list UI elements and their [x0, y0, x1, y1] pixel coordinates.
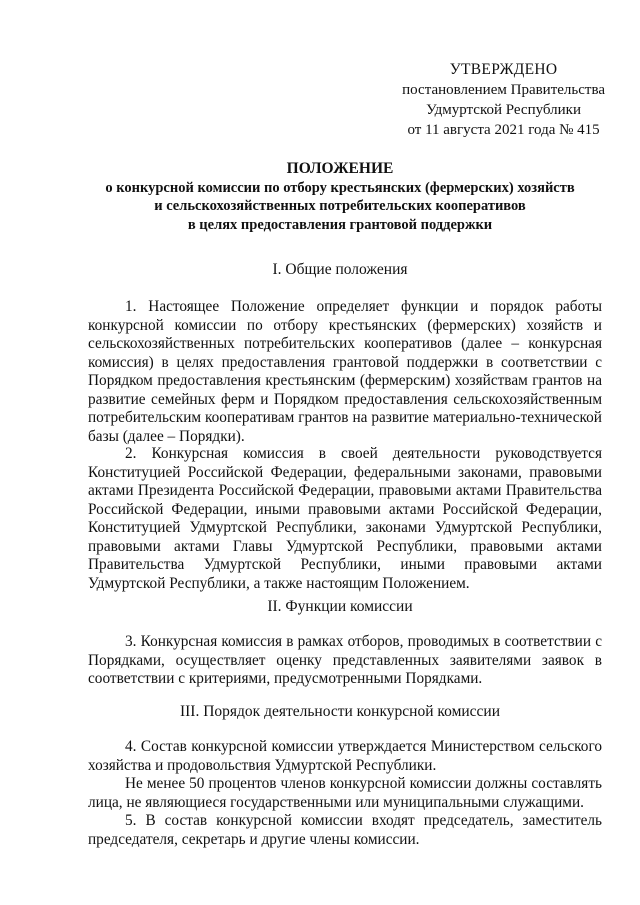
paragraph-3: 3. Конкурсная комиссия в рамках отборов, проводимых в соответствии с Порядками, осуществляет оценку представленных заявителями заявок в соответствии с критериями, предусмотренными Порядками. — [88, 633, 602, 687]
title-line: и сельскохозяйственных потребительских кооперативов — [154, 198, 526, 214]
approval-stamp — [402, 60, 605, 140]
paragraph-2: 2. Конкурсная комиссия в своей деятельности руководствуется Конституцией Российской Федерации, федеральными законами, правовыми актами Президента Российской Федерации, правовыми актами Правительства Российской Федерации, иными правовыми актами Российской Федерации, Конституцией Удмуртской Республики, законами Удмуртской Республики, правовыми актами Главы Удмуртской Республики, правовыми актами Правительства Удмуртской Республики, иными правовыми актами Удмуртской Республики, а также настоящим Положением. — [88, 445, 602, 592]
paragraph-4-continued: Не менее 50 процентов членов конкурсной комиссии должны составлять лица, не являющиеся государственными или муниципальными служащими. — [88, 775, 602, 811]
document-title — [60, 160, 620, 234]
approval-date: от 11 августа 2021 года № 415 — [407, 122, 600, 138]
approval-line: Удмуртской Республики — [426, 102, 582, 118]
section-heading-3: III. Порядок деятельности конкурсной комиссии — [179, 703, 501, 720]
section-heading-1: I. Общие положения — [272, 261, 408, 278]
approval-heading: УТВЕРЖДЕНО — [449, 61, 558, 78]
paragraph-1: 1. Настоящее Положение определяет функции и порядок работы конкурсной комиссии по отбору крестьянских (фермерских) хозяйств и сельскохозяйственных потребительских кооперативов (далее – конкурсная комиссия) в целях предоставления грантовой поддержки в соответствии с Порядком предоставления крестьянским (фермерским) хозяйствам грантов на развитие семейных ферм и Порядком предоставления сельскохозяйственным потребительским кооперативам грантов на развитие материально-технической базы (далее – Порядки). — [88, 298, 602, 445]
paragraph-4: 4. Состав конкурсной комиссии утверждается Министерством сельского хозяйства и продовольствия Удмуртской Республики. — [88, 738, 602, 774]
section-heading-2: II. Функции комиссии — [267, 598, 413, 615]
approval-line: постановлением Правительства — [402, 82, 605, 98]
title-line: в целях предоставления грантовой поддержки — [187, 216, 493, 233]
title-main: ПОЛОЖЕНИЕ — [286, 160, 394, 177]
title-line: о конкурсной комиссии по отбору крестьянских (фермерских) хозяйств — [105, 179, 575, 196]
paragraph-5: 5. В состав конкурсной комиссии входят председатель, заместитель председателя, секретарь и другие члены комиссии. — [88, 812, 602, 848]
